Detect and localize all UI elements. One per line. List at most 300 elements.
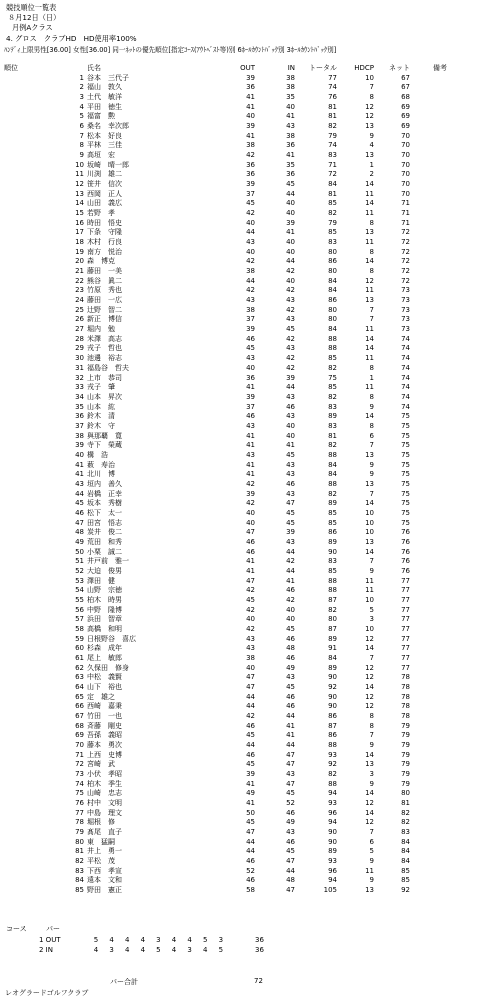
net-cell: 69 <box>401 112 410 121</box>
name-cell: 遠本 文和 <box>87 876 122 885</box>
net-cell: 73 <box>401 325 410 334</box>
in-cell: 46 <box>286 702 295 711</box>
net-cell: 77 <box>401 576 410 585</box>
total-cell: 84 <box>328 470 337 479</box>
in-cell: 35 <box>286 93 295 102</box>
table-row <box>4 248 447 258</box>
hdcp-cell: 9 <box>369 402 374 411</box>
net-cell: 71 <box>401 218 410 227</box>
in-cell: 43 <box>286 315 295 324</box>
note-cell <box>410 828 447 838</box>
hdcp-cell: 13 <box>365 228 374 237</box>
table-row <box>4 577 447 587</box>
total-cell: 85 <box>328 354 337 363</box>
table-row <box>4 122 447 132</box>
rank-cell: 34 <box>75 392 84 401</box>
in-cell: 40 <box>286 605 295 614</box>
rank-cell: 80 <box>75 837 84 846</box>
table-row <box>4 586 447 596</box>
hdcp-cell: 11 <box>365 586 374 595</box>
in-cell: 43 <box>286 392 295 401</box>
total-cell: 74 <box>328 141 337 150</box>
name-cell: 福富 勲 <box>87 112 115 121</box>
out-cell: 41 <box>246 799 255 808</box>
name-cell: 坂本 秀樹 <box>87 499 122 508</box>
total-cell: 88 <box>328 576 337 585</box>
total-cell: 71 <box>328 160 337 169</box>
hole-par: 4 <box>124 936 130 944</box>
net-cell: 75 <box>401 441 410 450</box>
in-cell: 47 <box>286 779 295 788</box>
club-name: レオグラードゴルフクラブ <box>5 989 89 997</box>
table-row <box>4 683 447 693</box>
rank-cell: 4 <box>79 102 84 111</box>
rank-cell: 38 <box>75 431 84 440</box>
table-row <box>4 828 447 838</box>
name-cell: 垣内 善久 <box>87 479 122 488</box>
net-cell: 74 <box>401 344 410 353</box>
name-cell: 藤田 一広 <box>87 296 122 305</box>
total-cell: 83 <box>328 238 337 247</box>
in-cell: 46 <box>286 634 295 643</box>
in-cell: 46 <box>286 808 295 817</box>
hdcp-cell: 8 <box>369 363 374 372</box>
rank-cell: 59 <box>75 634 84 643</box>
name-cell: 山田 義広 <box>87 199 122 208</box>
name-cell: 大迫 俊男 <box>87 566 122 575</box>
out-cell: 40 <box>246 247 255 256</box>
in-cell: 45 <box>286 683 295 691</box>
table-row <box>4 180 447 190</box>
name-cell: 鈴木 守 <box>87 421 115 430</box>
name-cell: 木村 行良 <box>87 238 122 247</box>
rank-cell: 22 <box>75 276 84 285</box>
table-row <box>4 83 447 93</box>
table-row <box>4 267 447 277</box>
rank-cell: 43 <box>75 479 84 488</box>
note-cell <box>410 683 447 693</box>
table-row <box>4 219 447 229</box>
net-cell: 74 <box>401 383 410 392</box>
name-cell: 竹田 一也 <box>87 712 122 721</box>
note-cell <box>410 519 447 529</box>
net-cell: 82 <box>401 808 410 817</box>
out-cell: 46 <box>246 721 255 730</box>
net-cell: 75 <box>401 518 410 527</box>
total-cell: 86 <box>328 296 337 305</box>
total-cell: 93 <box>328 750 337 759</box>
note-cell <box>410 702 447 712</box>
out-cell: 38 <box>246 141 255 150</box>
hole-par: 5 <box>156 946 161 954</box>
in-cell: 43 <box>286 412 295 421</box>
out-cell: 40 <box>246 615 255 624</box>
hdcp-cell: 14 <box>365 644 374 653</box>
net-cell: 70 <box>401 141 410 150</box>
table-row <box>4 789 447 799</box>
total-cell: 74 <box>328 83 337 92</box>
hdcp-cell: 7 <box>369 489 374 498</box>
col-net: ネット <box>389 64 410 72</box>
in-cell: 44 <box>286 866 295 875</box>
note-cell <box>410 112 447 122</box>
in-cell: 36 <box>286 141 295 150</box>
net-cell: 67 <box>401 83 410 92</box>
net-cell: 80 <box>401 789 410 798</box>
rank-cell: 2 <box>79 83 84 92</box>
name-cell: 平田 徳生 <box>87 102 122 111</box>
note-cell <box>410 422 447 432</box>
net-cell: 75 <box>401 450 410 459</box>
hole-par: 4 <box>171 936 177 944</box>
total-cell: 81 <box>328 431 337 440</box>
net-cell: 77 <box>401 644 410 653</box>
in-cell: 43 <box>286 673 295 682</box>
in-cell: 44 <box>286 566 295 575</box>
hdcp-cell: 10 <box>365 528 374 537</box>
total-cell: 76 <box>328 93 337 102</box>
rank-cell: 40 <box>75 450 84 459</box>
note-cell <box>410 199 447 209</box>
in-cell: 40 <box>286 238 295 247</box>
hdcp-cell: 11 <box>365 383 374 392</box>
table-row <box>4 528 447 538</box>
name-cell: 浜田 智章 <box>87 615 122 624</box>
note-cell <box>410 151 447 161</box>
rank-cell: 20 <box>75 257 84 266</box>
rank-cell: 45 <box>75 499 84 508</box>
total-cell: 84 <box>328 325 337 334</box>
net-cell: 79 <box>401 770 410 779</box>
net-cell: 70 <box>401 180 410 189</box>
note-cell <box>410 693 447 703</box>
total-cell: 82 <box>328 363 337 372</box>
note-cell <box>410 480 447 490</box>
in-cell: 43 <box>286 828 295 837</box>
out-cell: 42 <box>246 624 255 633</box>
net-cell: 70 <box>401 131 410 140</box>
net-cell: 69 <box>401 122 410 131</box>
out-cell: 39 <box>246 180 255 189</box>
net-cell: 72 <box>401 238 410 247</box>
net-cell: 74 <box>401 402 410 411</box>
rank-cell: 30 <box>75 354 84 363</box>
rank-cell: 73 <box>75 770 84 779</box>
note-cell <box>410 528 447 538</box>
hdcp-cell: 10 <box>365 508 374 517</box>
hdcp-cell: 14 <box>365 334 374 343</box>
table-row <box>4 712 447 722</box>
col-total: トータル <box>309 64 337 72</box>
name-cell: 竹原 秀也 <box>87 286 122 295</box>
note-cell <box>410 509 447 519</box>
name-cell: 笹井 信次 <box>87 180 122 189</box>
rank-cell: 82 <box>75 857 84 866</box>
in-cell: 45 <box>286 450 295 459</box>
out-cell: 46 <box>246 876 255 885</box>
in-cell: 43 <box>286 537 295 546</box>
hdcp-cell: 1 <box>369 160 374 169</box>
name-cell: 森 博克 <box>87 257 115 266</box>
name-cell: 若野 孝 <box>87 209 115 218</box>
name-cell: 辻野 智二 <box>87 305 122 314</box>
table-row <box>4 364 447 374</box>
rank-cell: 14 <box>75 199 84 208</box>
out-cell: 46 <box>246 750 255 759</box>
table-row <box>4 731 447 741</box>
net-cell: 70 <box>401 170 410 179</box>
rank-cell: 28 <box>75 334 84 343</box>
table-row <box>4 151 447 161</box>
in-cell: 45 <box>286 847 295 856</box>
hdcp-cell: 8 <box>369 93 374 102</box>
net-cell: 82 <box>401 818 410 827</box>
net-cell: 67 <box>401 73 410 82</box>
rank-cell: 48 <box>75 528 84 537</box>
total-cell: 89 <box>328 663 337 672</box>
in-cell: 43 <box>286 470 295 479</box>
note-cell <box>410 470 447 480</box>
total-cell: 90 <box>328 673 337 682</box>
rank-cell: 65 <box>75 692 84 701</box>
in-cell: 46 <box>286 402 295 411</box>
name-cell: 柏木 季生 <box>87 779 122 788</box>
in-cell: 47 <box>286 760 295 769</box>
note-cell <box>410 770 447 780</box>
in-cell: 49 <box>286 663 295 672</box>
rank-cell: 9 <box>79 151 84 160</box>
name-cell: 福島谷 哲夫 <box>87 363 129 372</box>
note-cell <box>410 432 447 442</box>
hdcp-cell: 3 <box>369 770 374 779</box>
total-cell: 88 <box>328 779 337 788</box>
note-cell <box>410 83 447 93</box>
note-cell <box>410 731 447 741</box>
net-cell: 77 <box>401 624 410 633</box>
name-cell: 小伏 孝昭 <box>87 770 122 779</box>
name-cell: 山本 紘 <box>87 402 115 411</box>
net-cell: 76 <box>401 557 410 566</box>
in-cell: 41 <box>286 731 295 740</box>
note-cell <box>410 857 447 867</box>
rank-cell: 26 <box>75 315 84 324</box>
rank-cell: 56 <box>75 605 84 614</box>
out-cell: 37 <box>246 402 255 411</box>
total-cell: 84 <box>328 276 337 285</box>
name-cell: 坂崎 晴一郎 <box>87 160 129 169</box>
net-cell: 77 <box>401 663 410 672</box>
table-row <box>4 393 447 403</box>
table-row <box>4 228 447 238</box>
net-cell: 77 <box>401 586 410 595</box>
hdcp-cell: 5 <box>369 847 374 856</box>
total-cell: 94 <box>328 789 337 798</box>
rank-cell: 60 <box>75 644 84 653</box>
hdcp-cell: 12 <box>365 112 374 121</box>
course-label: コース <box>6 925 27 933</box>
hdcp-cell: 5 <box>369 605 374 614</box>
rank-cell: 44 <box>75 489 84 498</box>
out-cell: 38 <box>246 267 255 276</box>
out-cell: 36 <box>246 170 255 179</box>
out-cell: 41 <box>246 470 255 479</box>
out-cell: 41 <box>246 566 255 575</box>
rank-cell: 36 <box>75 412 84 421</box>
hdcp-cell: 13 <box>365 886 374 895</box>
note-cell <box>410 557 447 567</box>
name-cell: 寺下 榮蔵 <box>87 441 122 450</box>
rank-cell: 63 <box>75 673 84 682</box>
out-cell: 41 <box>246 93 255 102</box>
hole-par: 5 <box>202 936 208 944</box>
table-row <box>4 412 447 422</box>
hdcp-cell: 14 <box>365 199 374 208</box>
col-out: OUT <box>240 64 255 72</box>
total-cell: 90 <box>328 837 337 846</box>
note-cell <box>410 190 447 200</box>
rank-cell: 41 <box>75 470 84 479</box>
in-cell: 45 <box>286 789 295 798</box>
in-cell: 35 <box>286 160 295 169</box>
out-cell: 44 <box>246 276 255 285</box>
table-row <box>4 315 447 325</box>
out-cell: 46 <box>246 412 255 421</box>
table-row <box>4 344 447 354</box>
hdcp-cell: 7 <box>369 828 374 837</box>
note-cell <box>410 122 447 132</box>
name-cell: 桑名 幸次郎 <box>87 122 129 131</box>
in-cell: 41 <box>286 228 295 237</box>
net-cell: 78 <box>401 712 410 721</box>
net-cell: 72 <box>401 247 410 256</box>
net-cell: 92 <box>401 886 410 895</box>
table-row <box>4 199 447 209</box>
note-cell <box>410 548 447 558</box>
hdcp-cell: 11 <box>365 238 374 247</box>
in-cell: 42 <box>286 354 295 363</box>
rank-cell: 25 <box>75 305 84 314</box>
total-cell: 84 <box>328 653 337 662</box>
name-cell: 山野 宗徳 <box>87 586 122 595</box>
out-cell: 44 <box>246 692 255 701</box>
name-cell: 戎子 肇 <box>87 383 115 392</box>
name-cell: 堀内 勉 <box>87 325 115 334</box>
in-cell: 45 <box>286 518 295 527</box>
note-cell <box>410 625 447 635</box>
rank-cell: 6 <box>79 122 84 131</box>
rank-cell: 18 <box>75 238 84 247</box>
table-row <box>4 673 447 683</box>
hdcp-cell: 8 <box>369 721 374 730</box>
total-cell: 83 <box>328 402 337 411</box>
rank-cell: 76 <box>75 799 84 808</box>
hdcp-cell: 14 <box>365 499 374 508</box>
hdcp-cell: 9 <box>369 741 374 750</box>
note-cell <box>410 461 447 471</box>
out-cell: 58 <box>246 886 255 895</box>
name-cell: 下条 守隆 <box>87 228 122 237</box>
total-cell: 82 <box>328 770 337 779</box>
table-row <box>4 238 447 248</box>
name-cell: 斉藤 剛史 <box>87 721 122 730</box>
total-cell: 85 <box>328 228 337 237</box>
note-cell <box>410 296 447 306</box>
total-cell: 105 <box>323 886 337 895</box>
rank-cell: 62 <box>75 663 84 672</box>
out-cell: 44 <box>246 837 255 846</box>
in-cell: 47 <box>286 886 295 895</box>
net-cell: 75 <box>401 431 410 440</box>
rank-cell: 84 <box>75 876 84 885</box>
total-cell: 90 <box>328 692 337 701</box>
name-cell: 薮 寿治 <box>87 460 115 469</box>
out-cell: 42 <box>246 151 255 160</box>
rank-cell: 39 <box>75 441 84 450</box>
rank-cell: 57 <box>75 615 84 624</box>
note-cell <box>410 335 447 345</box>
out-cell: 39 <box>246 73 255 82</box>
table-row <box>4 306 447 316</box>
total-cell: 81 <box>328 102 337 111</box>
net-cell: 72 <box>401 228 410 237</box>
out-cell: 41 <box>246 131 255 140</box>
hdcp-cell: 8 <box>369 218 374 227</box>
in-cell: 52 <box>286 799 295 808</box>
net-cell: 73 <box>401 286 410 295</box>
note-cell <box>410 403 447 413</box>
out-cell: 37 <box>246 315 255 324</box>
out-cell: 45 <box>246 760 255 769</box>
table-row <box>4 499 447 509</box>
net-cell: 71 <box>401 199 410 208</box>
note-cell <box>410 741 447 751</box>
in-cell: 43 <box>286 489 295 498</box>
out-cell: 41 <box>246 102 255 111</box>
out-cell: 46 <box>246 547 255 556</box>
note-cell <box>410 538 447 548</box>
out-cell: 41 <box>246 441 255 450</box>
col-in: IN <box>287 64 295 72</box>
out-cell: 41 <box>246 383 255 392</box>
hdcp-cell: 11 <box>365 866 374 875</box>
name-cell: 藤田 一美 <box>87 267 122 276</box>
note-cell <box>410 219 447 229</box>
note-cell <box>410 673 447 683</box>
out-cell: 39 <box>246 392 255 401</box>
hdcp-cell: 6 <box>369 837 374 846</box>
rank-cell: 37 <box>75 421 84 430</box>
out-cell: 43 <box>246 354 255 363</box>
net-cell: 74 <box>401 373 410 382</box>
note-cell <box>410 180 447 190</box>
hole-par: 4 <box>202 946 208 954</box>
hdcp-cell: 11 <box>365 354 374 363</box>
name-cell: 北川 博 <box>87 470 115 479</box>
hdcp-cell: 12 <box>365 673 374 682</box>
total-cell: 88 <box>328 450 337 459</box>
rank-cell: 10 <box>75 160 84 169</box>
hdcp-cell: 7 <box>369 83 374 92</box>
note-cell <box>410 306 447 316</box>
table-row <box>4 286 447 296</box>
rank-cell: 35 <box>75 402 84 411</box>
note-cell <box>410 838 447 848</box>
total-cell: 89 <box>328 499 337 508</box>
total-cell: 88 <box>328 479 337 488</box>
note-cell <box>410 847 447 857</box>
in-cell: 42 <box>286 557 295 566</box>
net-cell: 77 <box>401 615 410 624</box>
